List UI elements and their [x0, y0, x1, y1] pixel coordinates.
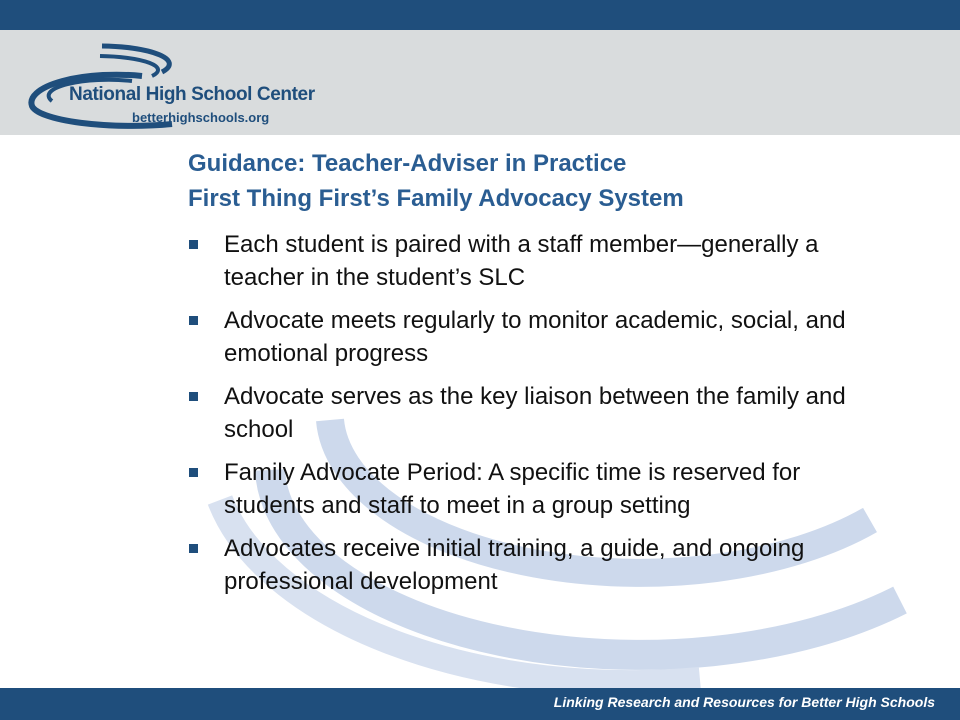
square-bullet-icon — [189, 392, 198, 401]
square-bullet-icon — [189, 316, 198, 325]
bullet-text: Advocate serves as the key liaison between the family and school — [224, 383, 846, 443]
bullet-item — [186, 304, 886, 370]
bullet-item — [186, 456, 886, 522]
bullet-item — [186, 532, 886, 598]
slide-title — [188, 146, 928, 216]
bullet-text: Advocate meets regularly to monitor academic, social, and emotional progress — [224, 307, 846, 367]
bullet-text: Advocates receive initial training, a guide, and ongoing professional development — [224, 535, 805, 595]
bullet-list — [186, 228, 886, 608]
bullet-item — [186, 228, 886, 294]
slide-title-line-2: First Thing First’s Family Advocacy System — [188, 185, 684, 212]
bullet-item — [186, 380, 886, 446]
square-bullet-icon — [189, 544, 198, 553]
bullet-text: Each student is paired with a staff member—generally a teacher in the student’s SLC — [224, 231, 819, 291]
square-bullet-icon — [189, 468, 198, 477]
logo-url: betterhighschools.org — [132, 110, 270, 125]
slide-title-line-1: Guidance: Teacher-Adviser in Practice — [188, 150, 627, 177]
square-bullet-icon — [189, 240, 198, 249]
footer-tagline: Linking Research and Resources for Better High Schools — [553, 694, 935, 710]
logo-name: National High School Center — [69, 84, 315, 105]
bullet-text: Family Advocate Period: A specific time is reserved for students and staff to meet in a group setting — [224, 459, 801, 519]
